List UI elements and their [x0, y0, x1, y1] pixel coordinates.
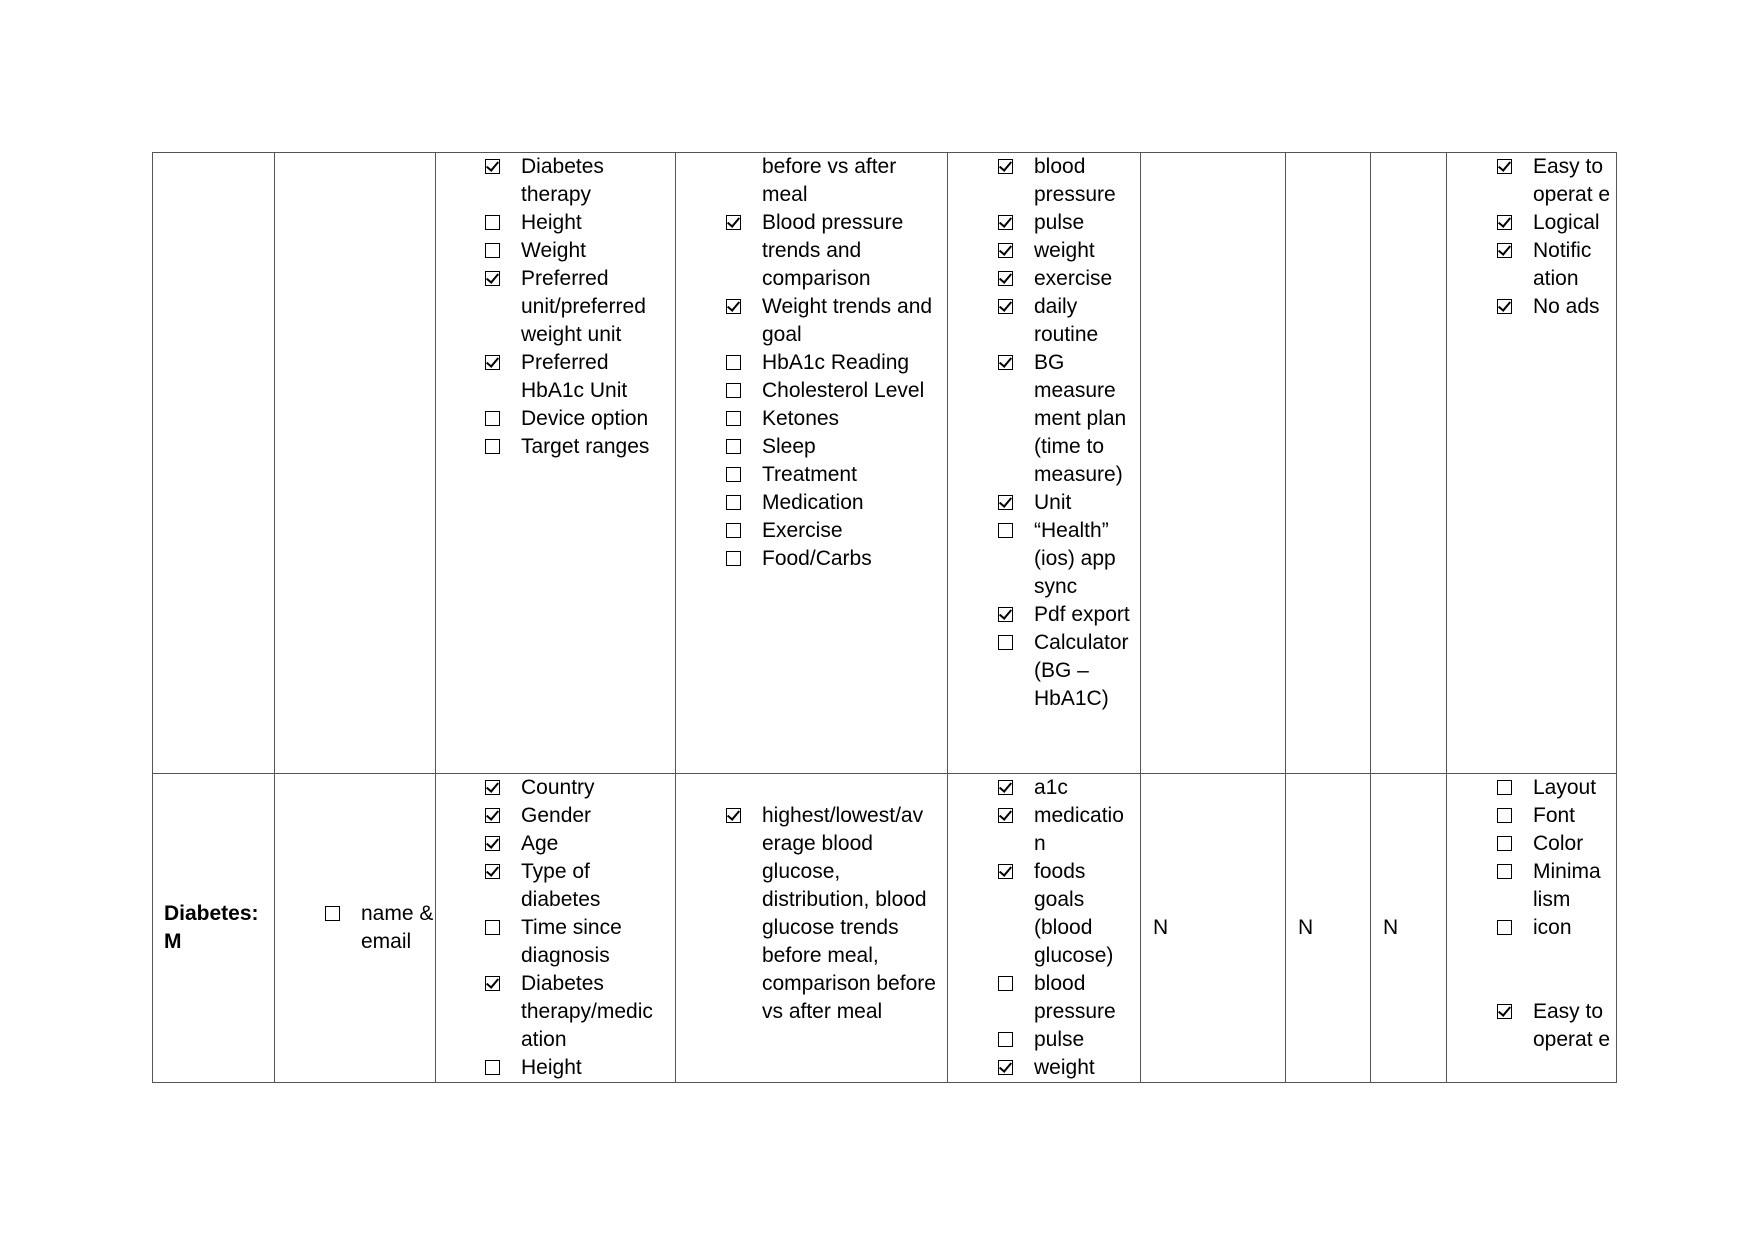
checklist-item-label: foods goals (blood glucose) — [1034, 860, 1114, 967]
checked-box-icon — [998, 808, 1013, 823]
account-cell — [275, 153, 436, 774]
table-row — [153, 153, 1617, 774]
logging-features-cell — [948, 153, 1141, 774]
checklist-item — [1497, 830, 1612, 858]
checkbox-list — [325, 900, 435, 956]
unchecked-box-icon — [726, 467, 741, 482]
col8-cell — [1371, 153, 1447, 774]
checklist-item-label: blood pressure — [1034, 972, 1116, 1023]
checklist-item-label: Logical — [1533, 211, 1600, 234]
checklist-item — [726, 802, 943, 1026]
checked-box-icon — [998, 355, 1013, 370]
checklist-item — [485, 433, 671, 461]
checklist-item-label: medicatio n — [1034, 804, 1124, 855]
checklist-item — [1497, 293, 1612, 321]
checkbox-list — [485, 153, 671, 461]
checklist-item-label: “Health” (ios) app sync — [1034, 519, 1116, 598]
checklist-item-label: Height — [521, 211, 582, 234]
checklist-item-label: highest/lowest/av erage blood glucose, distribution, blood glucose trends before meal, comparison before vs after meal — [762, 804, 936, 1023]
checklist-item — [485, 914, 671, 970]
unchecked-box-icon — [1497, 836, 1512, 851]
checklist-item-label: Device option — [521, 407, 649, 430]
checklist-item — [998, 349, 1138, 489]
checklist-item-label: Height — [521, 1056, 582, 1079]
checked-box-icon — [485, 836, 500, 851]
checklist-item-label: Preferred unit/preferred weight unit — [521, 267, 646, 346]
unchecked-box-icon — [726, 355, 741, 370]
checklist-item — [726, 489, 943, 517]
unchecked-box-icon — [485, 1060, 500, 1075]
checklist-item — [485, 858, 671, 914]
checkbox-list — [726, 802, 943, 1026]
unchecked-box-icon — [998, 976, 1013, 991]
checklist-item-label: BG measure ment plan (time to measure) — [1034, 351, 1127, 486]
checkbox-list — [1497, 998, 1612, 1054]
checklist-item — [726, 349, 943, 377]
checklist-item — [998, 209, 1138, 237]
checklist-item-label: Layout — [1533, 776, 1597, 799]
checklist-item — [485, 209, 671, 237]
checklist-item-label: daily routine — [1034, 295, 1099, 346]
checklist-item — [1497, 998, 1612, 1054]
checklist-item-label: Weight — [521, 239, 586, 262]
checklist-item-label: Preferred HbA1c Unit — [521, 351, 628, 402]
col6-cell: N — [1141, 774, 1286, 1083]
checklist-item — [998, 517, 1138, 601]
col6-cell — [1141, 153, 1286, 774]
checklist-item-label: Ketones — [762, 407, 840, 430]
continuation-text: before vs after meal — [762, 155, 897, 206]
checklist-item — [1497, 237, 1612, 293]
checklist-item — [726, 209, 943, 293]
checklist-item-label: Age — [521, 832, 559, 855]
checked-box-icon — [998, 607, 1013, 622]
checklist-item — [998, 153, 1138, 209]
checklist-item — [998, 802, 1138, 858]
usability-cell — [1447, 774, 1617, 1083]
feature-comparison-table — [152, 152, 1617, 1083]
checked-box-icon — [485, 864, 500, 879]
checklist-item-label: Gender — [521, 804, 592, 827]
checklist-item — [325, 900, 435, 956]
checked-box-icon — [1497, 159, 1512, 174]
checked-box-icon — [998, 780, 1013, 795]
profile-settings-cell — [436, 774, 676, 1083]
checklist-item — [726, 433, 943, 461]
checklist-item — [1497, 858, 1612, 914]
checked-box-icon — [485, 780, 500, 795]
checked-box-icon — [485, 976, 500, 991]
checklist-item — [726, 405, 943, 433]
checkbox-list — [998, 774, 1138, 1082]
checklist-item — [1497, 209, 1612, 237]
checklist-item-label: Country — [521, 776, 595, 799]
checklist-item — [485, 237, 671, 265]
statistics-cell — [676, 774, 948, 1083]
checked-box-icon — [998, 1060, 1013, 1075]
checklist-item-label: pulse — [1034, 1028, 1085, 1051]
checked-box-icon — [485, 808, 500, 823]
checklist-item — [998, 237, 1138, 265]
checklist-item-label: weight — [1034, 239, 1095, 262]
checklist-item — [485, 774, 671, 802]
checklist-item-label: No ads — [1533, 295, 1600, 318]
checked-box-icon — [998, 495, 1013, 510]
checklist-item — [485, 1054, 671, 1082]
checklist-item-label: Font — [1533, 804, 1576, 827]
checklist-item — [485, 970, 671, 1054]
checkbox-list — [998, 153, 1138, 713]
checklist-item-label: Treatment — [762, 463, 857, 486]
checklist-item — [998, 774, 1138, 802]
checklist-item — [998, 970, 1138, 1026]
checklist-item-label: Minima lism — [1533, 860, 1601, 911]
checklist-item-label: Weight trends and goal — [762, 295, 933, 346]
account-cell — [275, 774, 436, 1083]
checklist-item — [998, 1054, 1138, 1082]
label-cell — [153, 774, 275, 1083]
unchecked-box-icon — [726, 495, 741, 510]
checklist-item — [998, 629, 1138, 713]
checked-box-icon — [998, 159, 1013, 174]
checklist-item-label: Exercise — [762, 519, 843, 542]
checked-box-icon — [1497, 299, 1512, 314]
statistics-cell — [676, 153, 948, 774]
checklist-item — [485, 405, 671, 433]
checklist-item — [998, 489, 1138, 517]
unchecked-box-icon — [726, 411, 741, 426]
checklist-item — [1497, 914, 1612, 942]
checklist-item — [726, 517, 943, 545]
checklist-item-label: Food/Carbs — [762, 547, 872, 570]
checklist-item-label: Notific ation — [1533, 239, 1592, 290]
unchecked-box-icon — [485, 920, 500, 935]
checked-box-icon — [726, 215, 741, 230]
unchecked-box-icon — [485, 243, 500, 258]
checked-box-icon — [1497, 215, 1512, 230]
checklist-item — [998, 601, 1138, 629]
checklist-item-label: HbA1c Reading — [762, 351, 910, 374]
checklist-item-label: exercise — [1034, 267, 1113, 290]
checklist-item-label: Time since diagnosis — [521, 916, 622, 967]
checklist-item — [485, 830, 671, 858]
checklist-item-label: Target ranges — [521, 435, 650, 458]
checklist-item-label: Easy to operat e — [1533, 1000, 1611, 1051]
checklist-item-label: Calculator (BG – HbA1C) — [1034, 631, 1129, 710]
unchecked-box-icon — [485, 411, 500, 426]
checklist-item — [998, 265, 1138, 293]
checklist-item — [726, 461, 943, 489]
checklist-item-label: Unit — [1034, 491, 1072, 514]
table-row — [153, 774, 1617, 1083]
checklist-item-label: Cholesterol Level — [762, 379, 925, 402]
checked-box-icon — [1497, 243, 1512, 258]
unchecked-box-icon — [485, 215, 500, 230]
checklist-item — [998, 858, 1138, 970]
unchecked-box-icon — [998, 1032, 1013, 1047]
checklist-item — [1497, 153, 1612, 209]
checked-box-icon — [726, 299, 741, 314]
checklist-item — [485, 153, 671, 209]
unchecked-box-icon — [726, 551, 741, 566]
checklist-item-label: Type of diabetes — [521, 860, 601, 911]
checkbox-list — [485, 774, 671, 1082]
checklist-item — [485, 802, 671, 830]
checklist-item-label: icon — [1533, 916, 1572, 939]
unchecked-box-icon — [998, 635, 1013, 650]
unchecked-box-icon — [1497, 780, 1512, 795]
unchecked-box-icon — [726, 383, 741, 398]
checklist-item — [726, 377, 943, 405]
checklist-item — [998, 1026, 1138, 1054]
checklist-item — [1497, 802, 1612, 830]
checkbox-list — [1497, 774, 1612, 942]
checklist-item — [998, 293, 1138, 349]
checklist-item — [726, 293, 943, 349]
checked-box-icon — [998, 215, 1013, 230]
col7-cell: N — [1286, 774, 1371, 1083]
checklist-item-label: Pdf export — [1034, 603, 1130, 626]
checkbox-list — [1497, 153, 1612, 321]
col7-cell — [1286, 153, 1371, 774]
unchecked-box-icon — [726, 523, 741, 538]
checklist-item-label: Medication — [762, 491, 864, 514]
checklist-item-label: weight — [1034, 1056, 1095, 1079]
unchecked-box-icon — [1497, 864, 1512, 879]
checked-box-icon — [485, 271, 500, 286]
checklist-item-label: Diabetes therapy/medic ation — [521, 972, 653, 1051]
checklist-item-label: Color — [1533, 832, 1584, 855]
unchecked-box-icon — [998, 523, 1013, 538]
checklist-item — [485, 265, 671, 349]
app-name-label: Diabetes: M — [164, 902, 259, 953]
unchecked-box-icon — [726, 439, 741, 454]
checklist-item — [1497, 774, 1612, 802]
checklist-item-label: pulse — [1034, 211, 1085, 234]
checklist-item-label: Sleep — [762, 435, 816, 458]
label-cell — [153, 153, 275, 774]
checked-box-icon — [726, 808, 741, 823]
profile-settings-cell — [436, 153, 676, 774]
unchecked-box-icon — [1497, 920, 1512, 935]
checked-box-icon — [998, 864, 1013, 879]
checked-box-icon — [1497, 1004, 1512, 1019]
unchecked-box-icon — [325, 906, 340, 921]
checklist-item-label: Diabetes therapy — [521, 155, 604, 206]
checklist-item — [726, 545, 943, 573]
col8-cell: N — [1371, 774, 1447, 1083]
checked-box-icon — [998, 271, 1013, 286]
usability-cell — [1447, 153, 1617, 774]
checklist-item — [485, 349, 671, 405]
checked-box-icon — [485, 159, 500, 174]
checked-box-icon — [998, 299, 1013, 314]
unchecked-box-icon — [1497, 808, 1512, 823]
logging-features-cell — [948, 774, 1141, 1083]
checked-box-icon — [485, 355, 500, 370]
checklist-item-label: a1c — [1034, 776, 1068, 799]
checked-box-icon — [998, 243, 1013, 258]
checklist-item-label: Easy to operat e — [1533, 155, 1611, 206]
checkbox-list — [726, 209, 943, 573]
checklist-item-label: blood pressure — [1034, 155, 1116, 206]
checklist-item-label: Blood pressure trends and comparison — [762, 211, 904, 290]
checklist-item-label: name & email — [361, 902, 434, 953]
unchecked-box-icon — [485, 439, 500, 454]
